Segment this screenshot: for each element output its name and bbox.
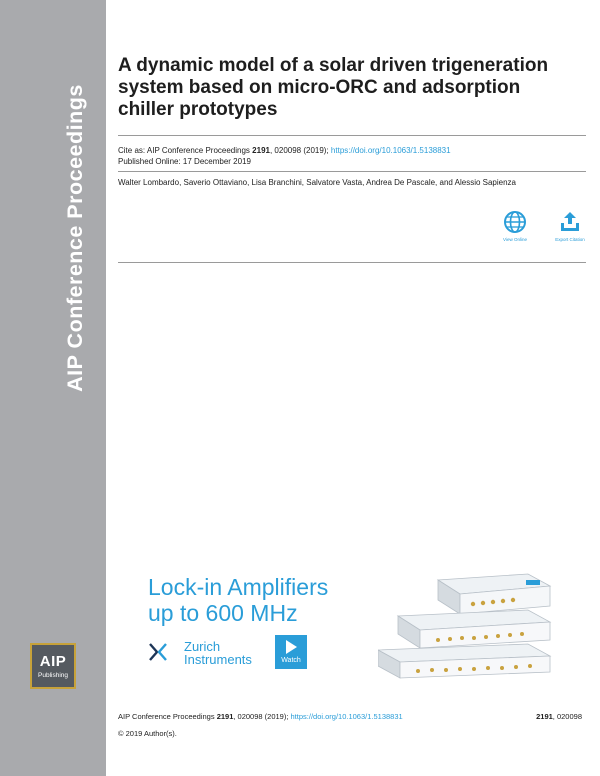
export-citation-label: Export Citation <box>555 237 585 242</box>
ad-headline <box>148 574 328 626</box>
footer-doi-link[interactable]: https://doi.org/10.1063/1.5138831 <box>290 712 403 721</box>
footer-cite-prefix: AIP Conference Proceedings <box>118 712 215 721</box>
author-list: Walter Lombardo, Saverio Ottaviano, Lisa Branchini, Salvatore Vasta, Andrea De Pascale, and Alessio Sapienza <box>118 178 516 187</box>
published-date: Published Online: 17 December 2019 <box>118 157 251 166</box>
copyright-notice: © 2019 Author(s). <box>118 729 177 738</box>
export-citation-button[interactable] <box>548 210 592 242</box>
view-online-label: View Online <box>503 237 527 242</box>
view-online-button[interactable] <box>493 210 537 242</box>
globe-icon <box>503 210 527 234</box>
cite-prefix: Cite as: AIP Conference Proceedings <box>118 146 250 155</box>
article-title: A dynamic model of a solar driven trigeneration system based on micro-ORC and adsorption chiller prototypes <box>118 55 549 120</box>
divider-bottom <box>118 262 586 263</box>
export-icon <box>558 210 582 234</box>
footer-page-id <box>536 712 582 722</box>
doi-link[interactable]: https://doi.org/10.1063/1.5138831 <box>330 146 451 155</box>
divider-top <box>118 135 586 136</box>
play-icon <box>286 640 297 654</box>
ad-headline-line-2: up to 600 MHz <box>148 600 298 626</box>
lock-in-amplifier-devices-image <box>378 572 558 680</box>
footer-cite-volume: 2191 <box>216 712 234 721</box>
ad-headline-line-1: Lock-in Amplifiers <box>148 574 329 600</box>
ad-brand-name <box>184 640 252 666</box>
ad-brand-line-1: Zurich <box>184 639 221 654</box>
aip-logo-subtext: Publishing <box>38 672 68 679</box>
footer-cite-rest: , 020098 (2019); <box>233 712 289 721</box>
watch-label: Watch <box>281 657 301 664</box>
divider-middle <box>118 171 586 172</box>
cite-volume: 2191 <box>252 146 270 155</box>
journal-sidebar <box>0 0 106 776</box>
aip-logo-text: AIP <box>39 653 67 670</box>
journal-title-vertical: AIP Conference Proceedings <box>63 84 87 392</box>
footer-citation <box>118 712 403 722</box>
watch-video-button[interactable] <box>275 635 307 669</box>
cite-line <box>118 145 451 156</box>
aip-publishing-logo[interactable] <box>30 643 76 689</box>
ad-brand-line-2: Instruments <box>184 652 252 667</box>
cite-rest: , 020098 (2019); <box>269 146 329 155</box>
footer-page-volume: 2191 <box>536 712 553 721</box>
zurich-instruments-logo-icon <box>148 642 168 662</box>
footer-page-number: , 020098 <box>552 712 582 721</box>
advertisement-banner[interactable] <box>128 562 560 680</box>
